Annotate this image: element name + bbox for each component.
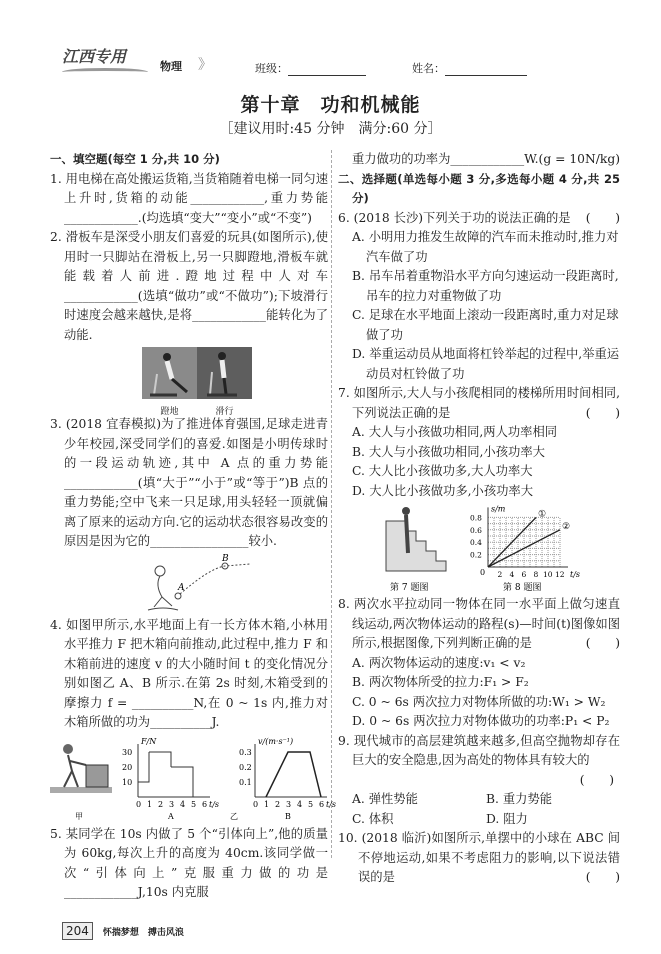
y-tick-label: 0.6 xyxy=(470,525,482,535)
x-tick-label: 3 xyxy=(169,799,175,809)
q7-option-a: A. 大人与小孩做功相同,两人功率相同 xyxy=(352,425,558,439)
logo-text: 江西专用 xyxy=(62,47,127,66)
y-axis-label: s/m xyxy=(491,504,506,514)
scooter-photo xyxy=(142,347,252,399)
force-step-line xyxy=(138,752,193,797)
logo-swoosh xyxy=(62,68,148,76)
x-tick-label: 0 xyxy=(253,799,259,809)
caption-q8: 第 8 题图 xyxy=(503,583,542,593)
y-tick-label: 10 xyxy=(122,777,133,787)
point-b: B xyxy=(222,553,229,564)
origin-label: 0 xyxy=(480,568,486,577)
x-tick-label: 4 xyxy=(509,570,515,579)
q6-option-b: B. 吊车吊着重物沿水平方向匀速运动一段距离时,吊车的拉力对重物做了功 xyxy=(352,269,619,303)
chart-b xyxy=(239,737,336,821)
scooter-figure xyxy=(142,347,252,417)
y-tick-label: 0.3 xyxy=(239,747,252,757)
pushing-box-illustration xyxy=(50,744,112,793)
x-tick-label: 10 xyxy=(543,570,553,579)
q7-option-d: D. 大人比小孩做功多,小孩功率大 xyxy=(352,483,534,498)
stem-text: 8. 两次水平拉动同一物体在同一水平面上做匀速直线运动,两次物体运动的路程(s)—时间(t)图像如图所示,根据图像,下列判断正确的是 xyxy=(338,597,620,650)
caption-kick: 蹬地 xyxy=(160,406,179,417)
y-tick-label: 0.8 xyxy=(470,513,482,523)
chart-a xyxy=(122,737,219,821)
chevron-icon: 》 xyxy=(198,57,212,73)
stairs-illustration xyxy=(386,507,446,571)
velocity-line xyxy=(266,752,321,797)
left-column xyxy=(50,150,337,903)
q9-options-row1 xyxy=(338,790,620,810)
point-a: A xyxy=(178,582,185,593)
y-tick-label: 0.4 xyxy=(470,538,482,548)
chapter-subtitle: ［建议用时:45 分钟 满分:60 分］ xyxy=(219,121,442,137)
x-tick-label: 2 xyxy=(275,799,281,809)
y-tick-label: 0.2 xyxy=(470,550,482,560)
q8-figure-svg xyxy=(338,503,620,593)
q9-option-d: D. 阻力 xyxy=(486,811,528,826)
x-axis-label: t/s xyxy=(570,570,581,579)
q6-option-c: C. 足球在水平地面上滚动一段距离时,重力对足球做了功 xyxy=(352,308,619,342)
q9-option-b: B. 重力势能 xyxy=(486,792,553,806)
section-fill-blank: 一、填空题(每空 1 分,共 10 分) xyxy=(50,152,220,166)
x-tick-label: 12 xyxy=(555,570,565,579)
question-10-stem xyxy=(338,829,620,888)
question-9-stem: 9. 现代城市的高层建筑越来越多,但高空抛物却存在巨大的安全隐患,因为高处的物体具有较大的 xyxy=(338,733,620,767)
subject-label: 物理 xyxy=(160,60,182,73)
question-5-continued: 重力做功的功率为____________W.(g = 10N/kg) xyxy=(352,152,621,166)
q9-option-a: A. 弹性势能 xyxy=(352,792,418,806)
y-tick-label: 30 xyxy=(122,747,133,757)
answer-bracket[interactable]: ( ) xyxy=(585,210,620,225)
q8-option-b: B. 两次物体所受的拉力:F₁ > F₂ xyxy=(352,675,529,689)
x-tick-label: 2 xyxy=(158,799,164,809)
x-tick-label: 8 xyxy=(533,570,539,579)
x-tick-label: 0 xyxy=(136,799,142,809)
football-trajectory xyxy=(140,554,260,614)
question-6-stem xyxy=(338,209,620,229)
x-axis-label: t/s xyxy=(326,799,337,809)
q6-option-d: D. 举重运动员从地面将杠铃举起的过程中,举重运动员对杠铃做了功 xyxy=(352,347,620,381)
answer-bracket[interactable]: ( ) xyxy=(585,870,620,884)
x-tick-label: 4 xyxy=(180,799,186,809)
x-tick-label: 6 xyxy=(521,570,527,579)
q6-option-a: A. 小明用力推发生故障的汽车而未推动时,推力对汽车做了功 xyxy=(352,230,619,264)
answer-bracket[interactable]: ( ) xyxy=(585,405,620,420)
x-tick-label: 1 xyxy=(147,799,153,809)
logo xyxy=(62,44,150,78)
chapter-title: 第十章 功和机械能 xyxy=(240,94,421,116)
question-4: 4. 如图甲所示,水平地面上有一长方体木箱,小林用水平推力 F 把木箱向前推动,此过程中,推力 F 和木箱前进的速度 v 的大小随时间 t 的变化情况分别如图乙 A、B 所示.在第 2s 时刻,木箱受到的摩擦力 f = __________N,在 0 ~ 1s 内,推力对木箱所做的功为__________J. xyxy=(50,617,328,729)
caption-q7: 第 7 题图 xyxy=(390,583,429,593)
x-tick-label: 1 xyxy=(264,799,270,809)
q7-option-b: B. 大人与小孩做功相同,小孩功率大 xyxy=(352,444,545,459)
question-2: 2. 滑板车是深受小朋友们喜爱的玩具(如图所示),使用时一只脚站在滑板上,另一只脚蹬地,滑板车就能载着人前进.蹬地过程中人对车____________(选填“做功”或“不做功”);下坡滑行时速度会越来越快,是将____________能转化为了动能. xyxy=(50,230,328,342)
footer-slogan: 怀揣梦想 搏击风浪 xyxy=(102,928,184,938)
x-tick-label: 2 xyxy=(497,570,503,579)
series-label-2: ② xyxy=(562,521,571,532)
question-7-stem xyxy=(338,384,620,423)
q7-option-c: C. 大人比小孩做功多,大人功率大 xyxy=(352,464,533,478)
chart-a-label: A xyxy=(168,811,174,821)
name-label: 姓名： xyxy=(412,62,445,75)
q8-option-d: D. 0 ~ 6s 两次拉力对物体做功的功率:P₁ < P₂ xyxy=(352,714,610,728)
answer-bracket[interactable]: ( ) xyxy=(579,772,614,787)
y-tick-label: 0.1 xyxy=(239,777,252,787)
x-axis-label: t/s xyxy=(209,799,220,809)
y-tick-label: 20 xyxy=(122,762,133,772)
section-multiple-choice: 二、选择题(单选每小题 3 分,多选每小题 4 分,共 25 分) xyxy=(338,171,620,205)
y-axis-label: v/(m·s⁻¹) xyxy=(258,736,294,746)
x-tick-label: 5 xyxy=(191,799,197,809)
stem-text: 6. (2018 长沙)下列关于功的说法正确的是 xyxy=(338,210,571,225)
football-figure xyxy=(140,554,260,614)
q9-option-c: C. 体积 xyxy=(352,811,394,826)
chart-b-label: B xyxy=(285,811,291,821)
caption-jia: 甲 xyxy=(75,811,83,821)
stem-text: 10. (2018 临沂)如图所示,单摆中的小球在 ABC 间不停地运动,如果不考虑阻力的影响,以下说法错误的是 xyxy=(338,831,620,884)
x-tick-label: 5 xyxy=(308,799,314,809)
question-5: 5. 某同学在 10s 内做了 5 个“引体向上”,他的质量为 60kg,每次上升的高度为 40cm.该同学做一次“引体向上”克服重力做的功是____________J,10s 内克服 xyxy=(50,826,328,899)
q9-options-row2 xyxy=(338,810,620,830)
q4-figure-svg xyxy=(50,735,337,823)
caption-glide: 滑行 xyxy=(215,406,234,417)
question-3: 3. (2018 宜春模拟)为了推进体育强国,足球走进青少年校园,深受同学们的喜爱.如图是小明传球时的一段运动轨迹,其中 A 点的重力势能____________(填“大于”“小于”或“等于”)B 点的重力势能;空中飞来一只足球,用头轻轻一顶就偏离了原来的运动方向.它的运动状态很容易改变的原因是因为它的________________较小. xyxy=(50,417,328,548)
question-1: 1. 用电梯在高处搬运货箱,当货箱随着电梯一同匀速上升时,货箱的动能____________,重力势能____________.(均选填“变大”“变小”或“不变”) xyxy=(50,171,328,225)
x-tick-label: 6 xyxy=(202,799,208,809)
series-label-1: ① xyxy=(538,509,547,520)
page-number: 204 xyxy=(62,922,93,940)
column-divider xyxy=(331,150,332,858)
right-column xyxy=(338,150,620,888)
stem-text: 7. 如图所示,大人与小孩爬相同的楼梯所用时间相同,下列说法正确的是 xyxy=(338,386,620,420)
class-field[interactable] xyxy=(255,60,366,76)
q7-q8-figures xyxy=(338,503,620,593)
x-tick-label: 4 xyxy=(297,799,303,809)
x-tick-label: 6 xyxy=(319,799,325,809)
st-chart xyxy=(470,504,580,579)
y-axis-label: F/N xyxy=(141,736,157,746)
caption-yi: 乙 xyxy=(230,811,238,821)
name-field[interactable] xyxy=(412,60,527,76)
class-label: 班级： xyxy=(255,62,288,75)
question-8-stem xyxy=(338,595,620,654)
answer-bracket[interactable]: ( ) xyxy=(585,636,620,650)
q8-option-a: A. 两次物体运动的速度:v₁ < v₂ xyxy=(352,655,526,670)
x-tick-label: 3 xyxy=(286,799,292,809)
q8-option-c: C. 0 ~ 6s 两次拉力对物体所做的功:W₁ > W₂ xyxy=(352,694,606,709)
y-tick-label: 0.2 xyxy=(239,762,252,772)
q4-figures xyxy=(50,735,337,823)
footer xyxy=(62,922,184,940)
